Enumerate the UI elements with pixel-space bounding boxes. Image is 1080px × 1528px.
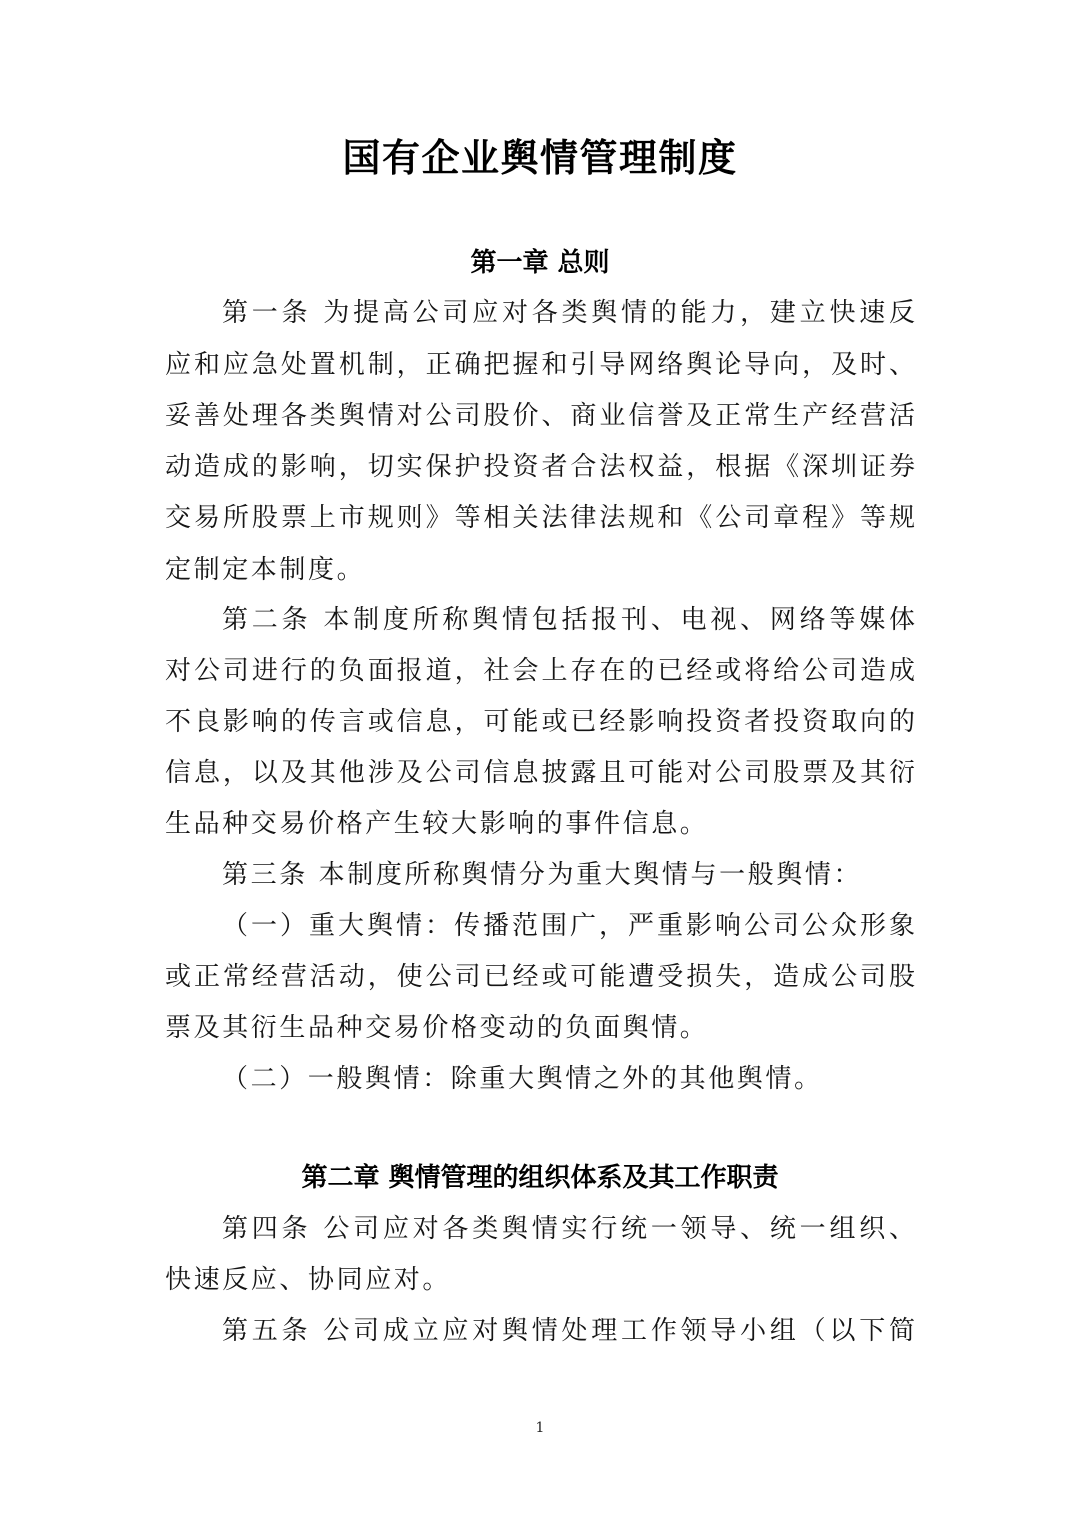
article-5-line: 第五条 公司成立应对舆情处理工作领导小组（以下简 xyxy=(222,1316,915,1346)
clause-2-line: （二）一般舆情：除重大舆情之外的其他舆情。 xyxy=(222,1064,823,1094)
article-1-line: 定制定本制度。 xyxy=(165,555,366,585)
article-2-line: 不良影响的传言或信息，可能或已经影响投资者投资取向的 xyxy=(165,707,915,737)
document-title: 国有企业舆情管理制度 xyxy=(342,136,738,180)
article-2-line: 对公司进行的负面报道，社会上存在的已经或将给公司造成 xyxy=(165,656,915,686)
clause-1-line: 或正常经营活动，使公司已经或可能遭受损失，造成公司股 xyxy=(165,962,915,992)
chapter-2-heading: 第二章 舆情管理的组织体系及其工作职责 xyxy=(301,1163,779,1193)
article-1-line: 动造成的影响，切实保护投资者合法权益，根据《深圳证券 xyxy=(165,452,915,482)
clause-1-line: 票及其衍生品种交易价格变动的负面舆情。 xyxy=(165,1013,709,1043)
article-3-line: 第三条 本制度所称舆情分为重大舆情与一般舆情： xyxy=(222,860,863,890)
article-1-line: 妥善处理各类舆情对公司股价、商业信誉及正常生产经营活 xyxy=(165,401,915,431)
article-1-line: 应和应急处置机制，正确把握和引导网络舆论导向，及时、 xyxy=(165,350,915,380)
article-4-line: 第四条 公司应对各类舆情实行统一领导、统一组织、 xyxy=(222,1214,915,1244)
article-1-line: 第一条 为提高公司应对各类舆情的能力，建立快速反 xyxy=(222,298,915,328)
article-1-line: 交易所股票上市规则》等相关法律法规和《公司章程》等规 xyxy=(165,503,915,533)
article-2-line: 生品种交易价格产生较大影响的事件信息。 xyxy=(165,809,709,839)
clause-1-line: （一）重大舆情：传播范围广，严重影响公司公众形象 xyxy=(222,911,915,941)
article-4-line: 快速反应、协同应对。 xyxy=(165,1265,452,1295)
article-2-line: 信息，以及其他涉及公司信息披露且可能对公司股票及其衍 xyxy=(165,758,915,788)
page-number: 1 xyxy=(535,1420,545,1436)
chapter-1-heading: 第一章 总则 xyxy=(470,248,610,278)
article-2-line: 第二条 本制度所称舆情包括报刊、电视、网络等媒体 xyxy=(222,605,915,635)
